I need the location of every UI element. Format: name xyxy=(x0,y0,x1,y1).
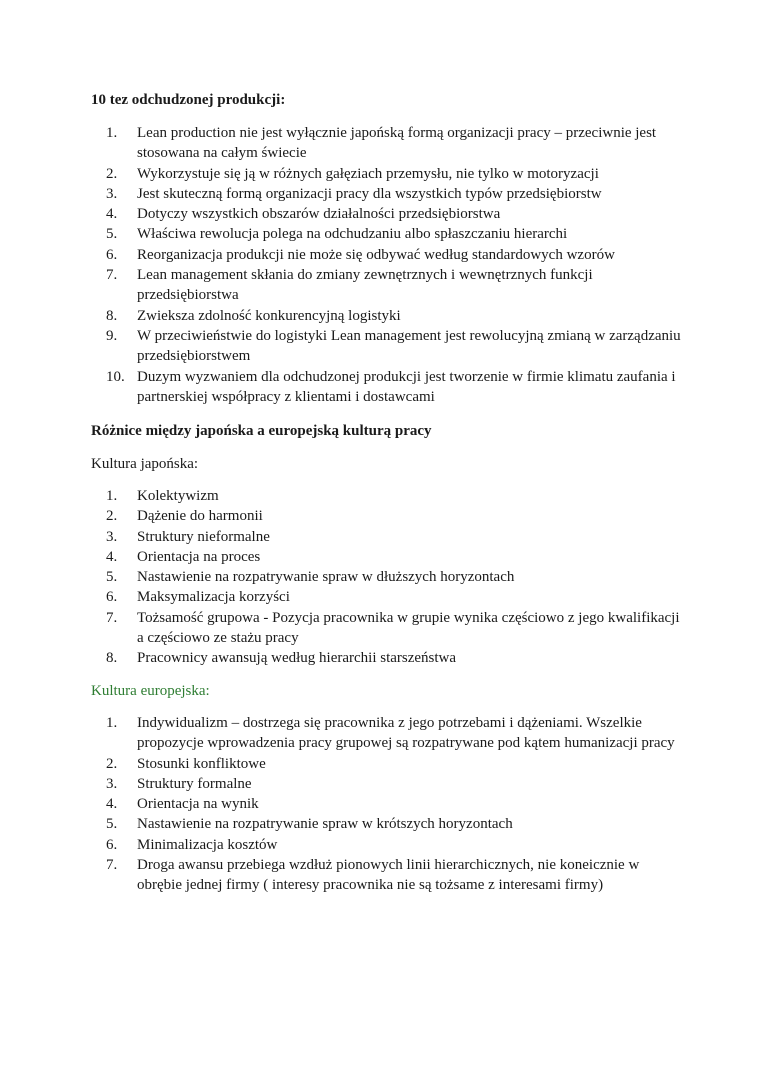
list-item: 1. Lean production nie jest wyłącznie japońską formą organizacji pracy – przeciwnie jest stosowana na całym świecie xyxy=(106,125,657,162)
list-item: 6. Maksymalizacja korzyści xyxy=(106,589,290,606)
list-item: 5. Nastawienie na rozpatrywanie spraw w dłuższych horyzontach xyxy=(106,569,515,586)
list-item: 8. Pracownicy awansują według hierarchii starszeństwa xyxy=(106,650,457,667)
list-item: 6. Reorganizacja produkcji nie może się odbywać według standardowych wzorów xyxy=(106,246,615,263)
list-item: 5. Nastawienie na rozpatrywanie spraw w krótszych horyzontach xyxy=(106,816,513,833)
list-item: 6. Minimalizacja kosztów xyxy=(106,836,278,853)
list-item: 1. Indywidualizm – dostrzega się pracownika z jego potrzebami i dążeniami. Wszelkie propozycje wprowadzenia pracy grupowej są rozpatrywane pod kątem humanizacji pracy xyxy=(106,715,675,752)
list-item: 4. Orientacja na wynik xyxy=(106,796,259,813)
list-item: 2. Dążenie do harmonii xyxy=(106,508,263,525)
list-item: 1. Kolektywizm xyxy=(106,488,219,504)
list-item: 7. Droga awansu przebiega wzdłuż pionowych linii hierarchicznych, nie koneicznie w obrębie jednej firmy ( interesy pracownika nie są tożsame z interesami firmy) xyxy=(106,857,640,894)
lean-theses-list xyxy=(0,123,760,407)
section-title-culture: Różnice między japońska a europejską kulturą pracy xyxy=(91,423,432,439)
european-culture-list xyxy=(0,713,760,896)
list-item: 3. Jest skuteczną formą organizacji pracy dla wszystkich typów przedsiębiorstw xyxy=(106,185,602,202)
list-item: 10. Duzym wyzwaniem dla odchudzonej produkcji jest tworzenie w firmie klimatu zaufania i partnerskiej współpracy z klientami i dostawcami xyxy=(106,368,676,405)
list-item: 4. Dotyczy wszystkich obszarów działalności przedsiębiorstwa xyxy=(106,206,501,223)
list-item: 3. Struktury nieformalne xyxy=(106,528,270,545)
subsection-title-japanese: Kultura japońska: xyxy=(91,456,199,472)
list-item: 8. Zwieksza zdolność konkurencyjną logistyki xyxy=(106,307,401,324)
list-item: 3. Struktury formalne xyxy=(106,775,252,792)
list-item: 4. Orientacja na proces xyxy=(106,548,261,565)
subsection-title-european: Kultura europejska: xyxy=(91,683,210,699)
list-item: 5. Właściwa rewolucja polega na odchudzaniu albo spłaszczaniu hierarchi xyxy=(106,226,568,243)
list-item: 2. Stosunki konfliktowe xyxy=(106,755,266,772)
japanese-culture-list xyxy=(0,486,760,669)
list-item: 7. Lean management skłania do zmiany zewnętrznych i wewnętrznych funkcji przedsiębiorstwa xyxy=(106,267,593,304)
section-title-lean: 10 tez odchudzonej produkcji: xyxy=(91,92,286,108)
list-item: 9. W przeciwieństwie do logistyki Lean management jest rewolucyjną zmianą w zarządzaniu przedsiębiorstwem xyxy=(106,327,681,365)
list-item: 7. Tożsamość grupowa - Pozycja pracownika w grupie wynika częściowo z jego kwalifikacji a częściowo ze stażu pracy xyxy=(106,609,680,647)
list-item: 2. Wykorzystuje się ją w różnych gałęziach przemysłu, nie tylko w motoryzacji xyxy=(106,165,599,182)
